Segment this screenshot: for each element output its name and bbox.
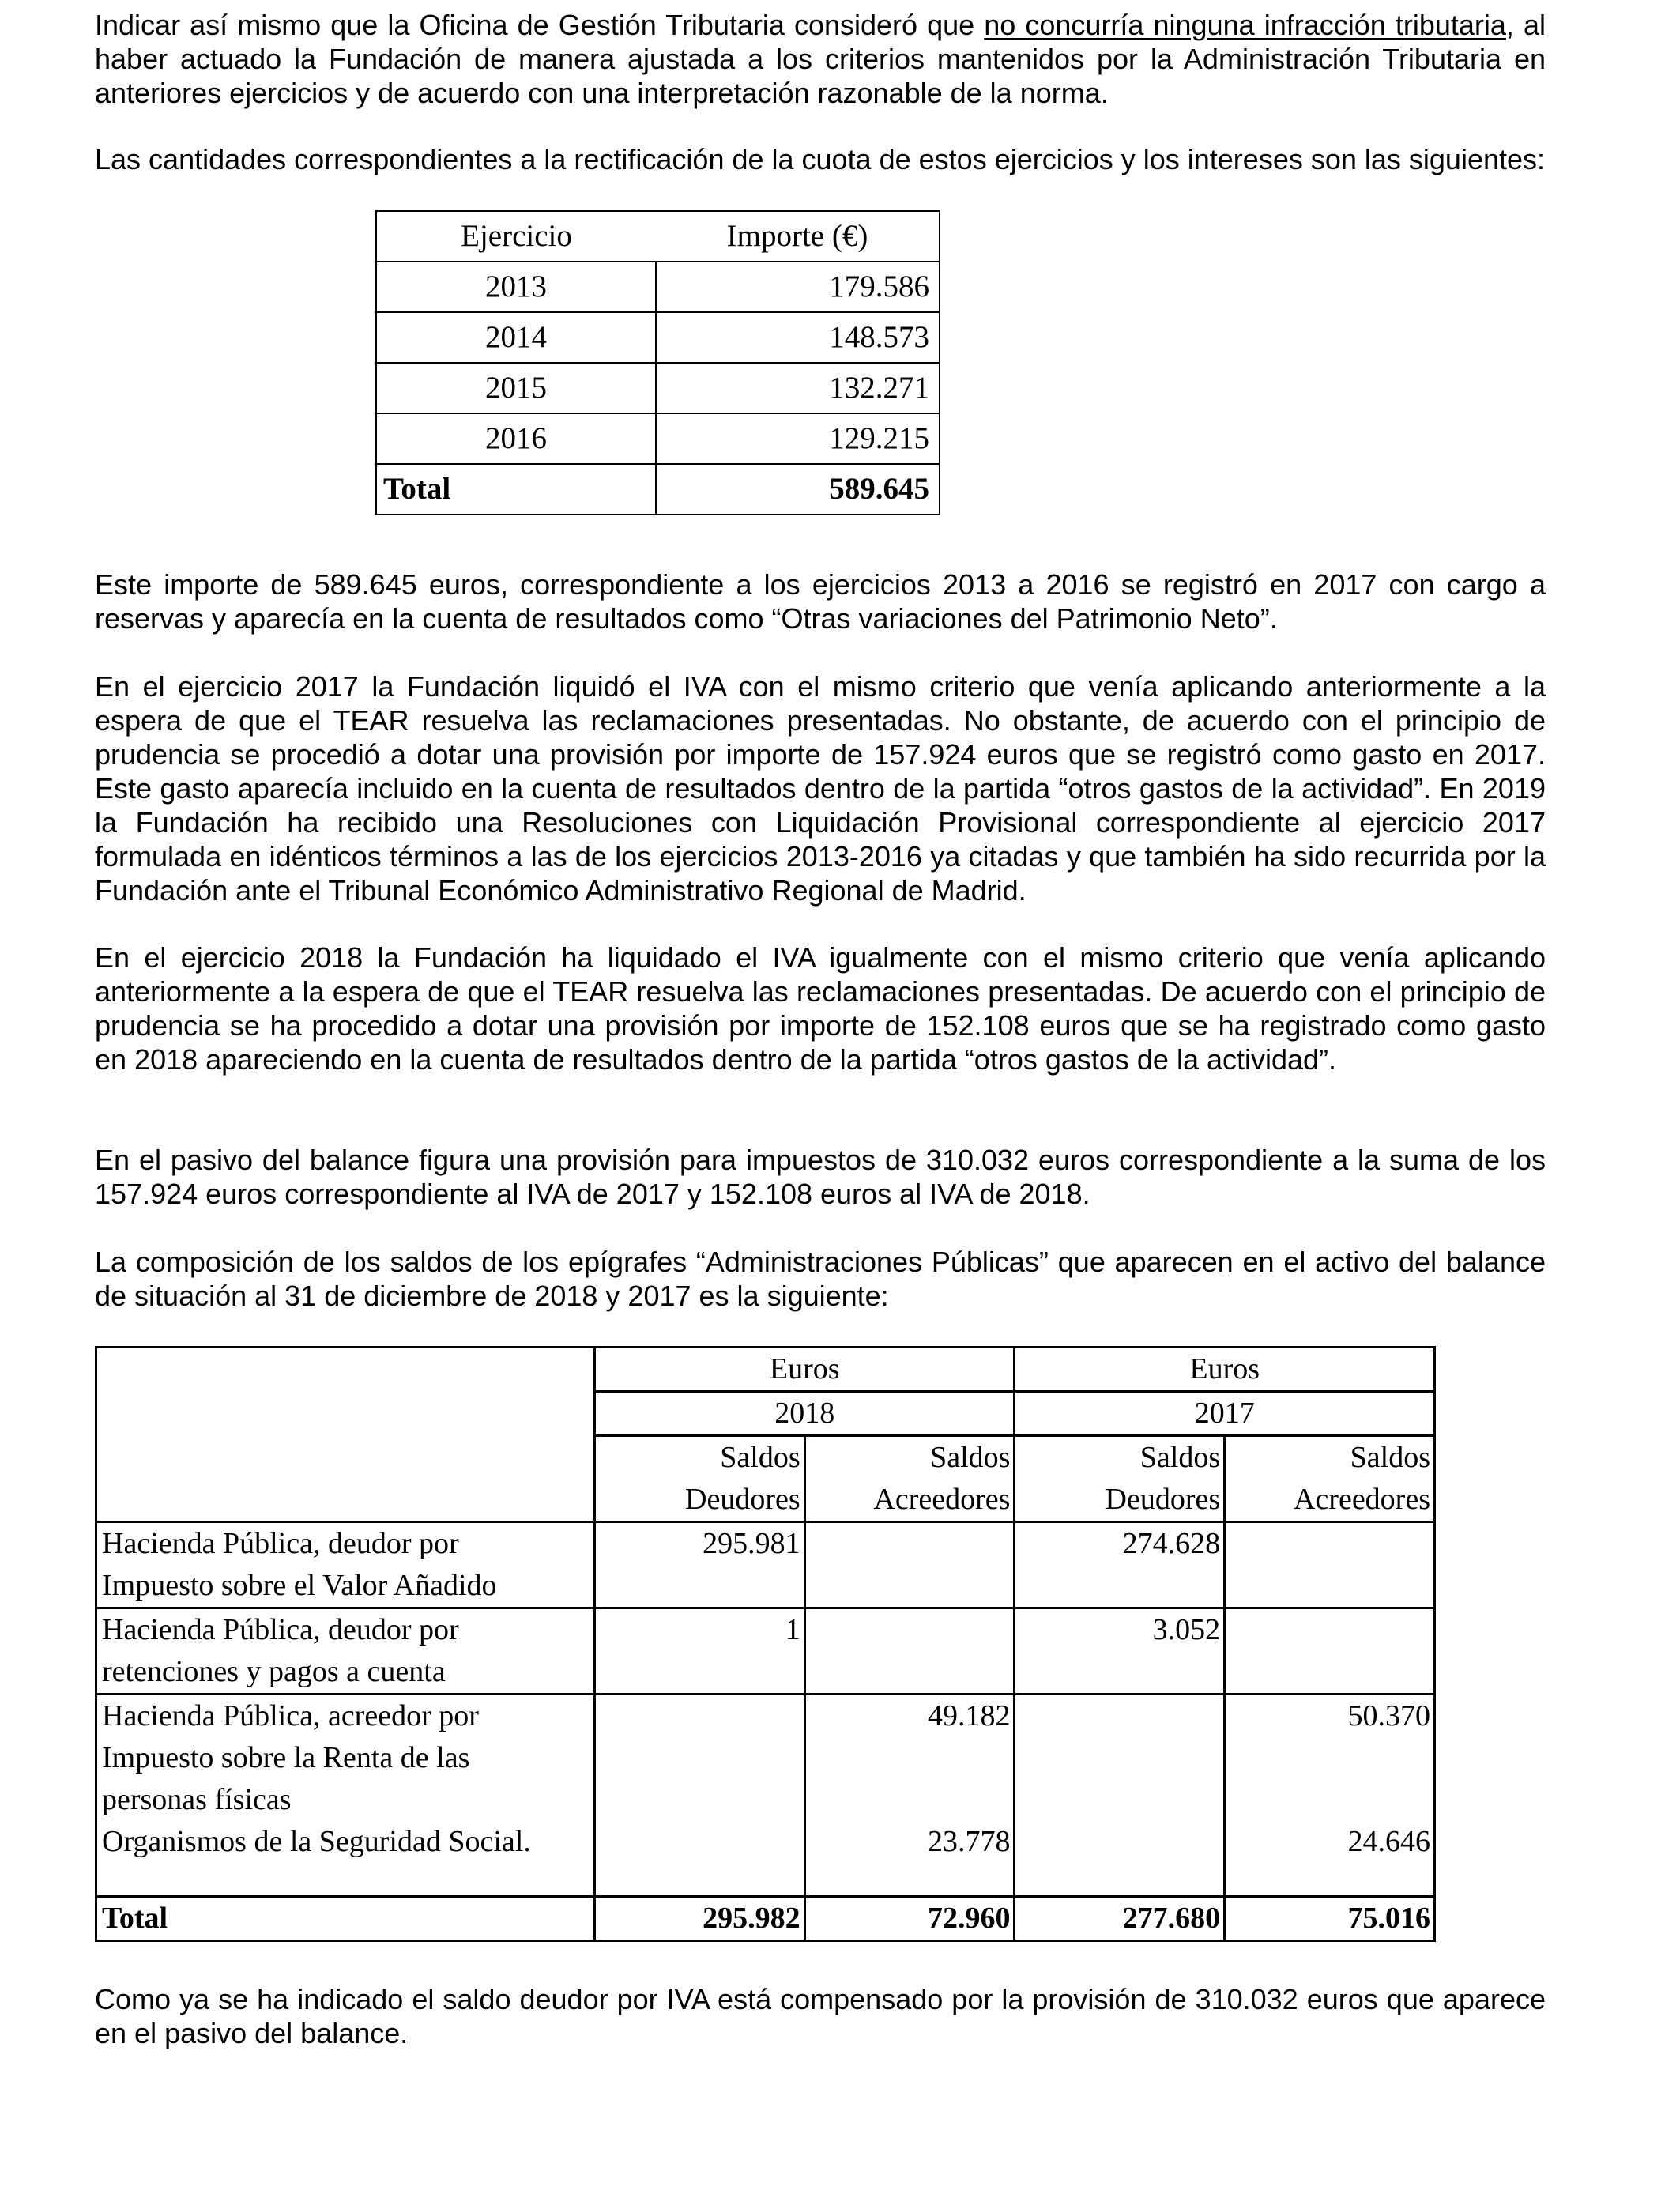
subheader-line: Saldos <box>1350 1441 1430 1474</box>
spacer-cell <box>594 1863 804 1896</box>
label-line: Hacienda Pública, acreedor por <box>102 1699 479 1732</box>
value-cell <box>804 1608 1015 1695</box>
year-cell: 2016 <box>376 413 656 464</box>
total-value: 75.016 <box>1225 1896 1435 1940</box>
ejercicio-importe-table <box>375 210 940 515</box>
paragraph-text: Indicar así mismo que la Oficina de Gestión Tributaria consideró que <box>95 9 985 41</box>
value-cell <box>594 1821 804 1863</box>
table-total-row <box>96 1896 1435 1940</box>
table-row <box>376 363 940 413</box>
value-cell: 23.778 <box>804 1821 1015 1863</box>
subheader-line: Acreedores <box>1293 1483 1430 1516</box>
subheader-line: Saldos <box>720 1441 800 1474</box>
value-cell <box>1225 1608 1435 1695</box>
paragraph-ejercicio-2017: En el ejercicio 2017 la Fundación liquidó el IVA con el mismo criterio que venía aplicando anteriormente a la espera de que el TEAR resuelva las reclamaciones presentadas. No obstante, de acuerdo con el principio de prudencia se procedió a dotar una provisión por importe de 157.924 euros que se registró como gasto en 2017. Este gasto aparecía incluido en la cuenta de resultados dentro de la partida “otros gastos de la actividad”. En 2019 la Fundación ha recibido una Resoluciones con Liquidación Provisional correspondiente al ejercicio 2017 formulada en idénticos términos a las de los ejercicios 2013-2016 ya citadas y que también ha sido recurrida por la Fundación ante el Tribunal Económico Administrativo Regional de Madrid. <box>95 670 1546 907</box>
spacer-cell <box>1015 1863 1225 1896</box>
paragraph-importe: Este importe de 589.645 euros, correspondiente a los ejercicios 2013 a 2016 se registró en 2017 con cargo a reservas y aparecía en la cuenta de resultados como “Otras variaciones del Patrimonio Neto”. <box>95 568 1546 635</box>
table-row <box>376 312 940 363</box>
underlined-text: no concurría ninguna infracción tributaria <box>984 9 1506 41</box>
amount-cell: 132.271 <box>656 363 940 413</box>
subheader-line: Deudores <box>685 1483 800 1516</box>
subheader-line: Saldos <box>930 1441 1011 1474</box>
label-line: Hacienda Pública, deudor por <box>102 1613 459 1646</box>
spacer-cell <box>1225 1863 1435 1896</box>
spacer-cell <box>804 1863 1015 1896</box>
table-header-row <box>96 1348 1435 1392</box>
paragraph-pasivo: En el pasivo del balance figura una provisión para impuestos de 310.032 euros correspondiente a la suma de los 157.924 euros correspondiente al IVA de 2017 y 152.108 euros al IVA de 2018. <box>95 1144 1546 1210</box>
row-label <box>96 1695 595 1822</box>
empty-header-cell <box>96 1348 595 1522</box>
paragraph-saldo-deudor: Como ya se ha indicado el saldo deudor por IVA está compensado por la provisión de 310.032 euros que aparece en el pasivo del balance. <box>95 1983 1546 2049</box>
value-cell: 3.052 <box>1015 1608 1225 1695</box>
paragraph-cantidades: Las cantidades correspondientes a la rectificación de la cuota de estos ejercicios y los intereses son las siguientes: <box>95 143 1546 175</box>
administraciones-publicas-table <box>95 1346 1436 1942</box>
year-header-2018: 2018 <box>594 1392 1015 1436</box>
amount-cell: 179.586 <box>656 262 940 312</box>
paragraph-text: , al haber actuado la Fundación de manera ajustada a los criterios mantenidos por la Administración Tributaria en anteriores ejercicios y de acuerdo con una interpretación razonable de la norma. <box>95 9 1546 109</box>
value-cell: 1 <box>594 1608 804 1695</box>
label-line: Organismos de la Seguridad Social. <box>102 1825 531 1858</box>
paragraph-ejercicio-2018: En el ejercicio 2018 la Fundación ha liquidado el IVA igualmente con el mismo criterio que venía aplicando anteriormente a la espera de que el TEAR resuelva las reclamaciones presentadas. De acuerdo con el principio de prudencia se ha procedido a dotar una provisión por importe de 152.108 euros que se ha registrado como gasto en 2018 apareciendo en la cuenta de resultados dentro de la partida “otros gastos de la actividad”. <box>95 941 1546 1076</box>
value-cell: 274.628 <box>1015 1522 1225 1608</box>
subheader-line: Saldos <box>1139 1441 1221 1474</box>
value-cell <box>804 1522 1015 1608</box>
total-label: Total <box>96 1896 595 1940</box>
label-line: Impuesto sobre el Valor Añadido <box>102 1569 497 1602</box>
value-cell: 50.370 <box>1347 1699 1430 1732</box>
label-line: Hacienda Pública, deudor por <box>102 1527 459 1560</box>
value-cell <box>1015 1695 1225 1822</box>
total-value: 277.680 <box>1015 1896 1225 1940</box>
table-row <box>96 1695 1435 1822</box>
value-cell: 24.646 <box>1347 1825 1430 1858</box>
subheader-line: Acreedores <box>873 1483 1011 1516</box>
label-line: personas físicas <box>102 1783 292 1816</box>
paragraph-infraccion <box>95 8 1546 110</box>
value-cell <box>594 1695 804 1822</box>
label-line: Impuesto sobre la Renta de las <box>102 1741 470 1774</box>
label-line: retenciones y pagos a cuenta <box>102 1655 446 1688</box>
total-value: 589.645 <box>656 464 940 515</box>
table-row <box>376 262 940 312</box>
table-row <box>96 1608 1435 1695</box>
value-cell <box>1015 1821 1225 1863</box>
subheader-line: Deudores <box>1105 1483 1221 1516</box>
row-label <box>96 1522 595 1608</box>
subheader-acreedores-2018 <box>804 1436 1015 1522</box>
table-row <box>376 413 940 464</box>
column-header-importe: Importe (€) <box>726 219 868 253</box>
total-value: 72.960 <box>804 1896 1015 1940</box>
paragraph-composicion: La composición de los saldos de los epígrafes “Administraciones Públicas” que aparecen en el activo del balance de situación al 31 de diciembre de 2018 y 2017 es la siguiente: <box>95 1246 1546 1312</box>
table-row <box>96 1522 1435 1608</box>
euros-header-2017: Euros <box>1015 1348 1435 1392</box>
euros-header-2018: Euros <box>594 1348 1015 1392</box>
value-cell: 295.981 <box>594 1522 804 1608</box>
year-cell: 2013 <box>376 262 656 312</box>
row-label <box>96 1821 595 1863</box>
table-header-row <box>376 211 940 262</box>
amount-cell: 129.215 <box>656 413 940 464</box>
year-cell: 2014 <box>376 312 656 363</box>
total-label: Total <box>376 464 656 515</box>
year-cell: 2015 <box>376 363 656 413</box>
spacer-row <box>96 1863 1435 1896</box>
amount-cell: 148.573 <box>656 312 940 363</box>
row-label <box>96 1608 595 1695</box>
year-header-2017: 2017 <box>1015 1392 1435 1436</box>
total-value: 295.982 <box>594 1896 804 1940</box>
table-row <box>96 1821 1435 1863</box>
value-cell <box>1225 1522 1435 1608</box>
subheader-acreedores-2017 <box>1225 1436 1435 1522</box>
column-header-ejercicio: Ejercicio <box>461 219 572 253</box>
table-total-row <box>376 464 940 515</box>
subheader-deudores-2017 <box>1015 1436 1225 1522</box>
spacer-cell <box>96 1863 595 1896</box>
subheader-deudores-2018 <box>594 1436 804 1522</box>
value-cell: 49.182 <box>804 1695 1015 1822</box>
